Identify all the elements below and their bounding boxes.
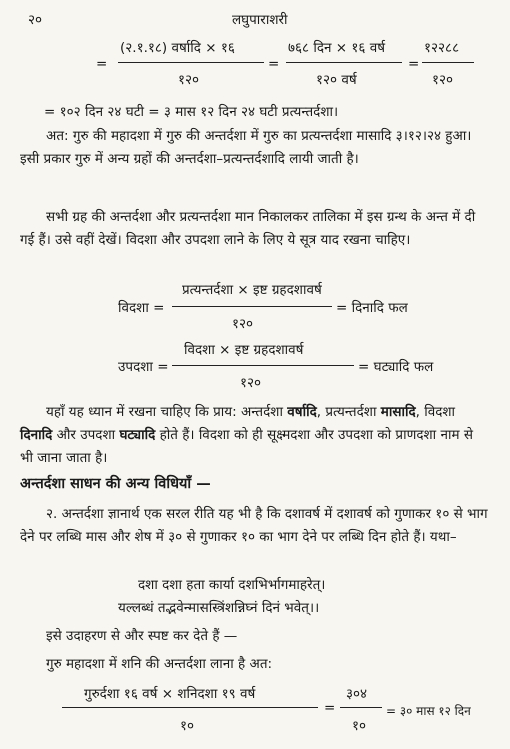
text-run: , प्रत्यन्तर्दशा	[316, 404, 381, 420]
denominator: १२०	[178, 72, 200, 88]
denominator: १२०	[232, 316, 254, 332]
numerator: १२२८८	[424, 40, 460, 56]
bold-term: दिनादि	[20, 427, 53, 443]
page-number: २०	[28, 12, 43, 28]
denominator: १०	[180, 718, 195, 734]
fraction-bar	[340, 707, 382, 708]
equals-sign: =	[96, 56, 108, 72]
fraction-bar	[118, 62, 264, 63]
paragraph-3	[20, 401, 490, 470]
bold-term: मासादि	[380, 404, 416, 420]
paragraph-4: २. अन्तर्दशा ज्ञानार्थ एक सरल रीति यह भी है कि दशावर्ष में दशावर्ष को गुणाकर १० से भाग देने पर लब्धि मास और शेष में ३० से गुणाकर १० का भाग देने पर लब्धि दिन होते हैं। यथा–	[20, 506, 488, 545]
equals-sign: =	[268, 56, 280, 72]
equals-sign: =	[324, 700, 336, 716]
paragraph-1: अत: गुरु की महादशा में गुरु की अन्तर्दशा में गुरु का प्रत्यन्तर्दशा मासादि ३।१२।२४ हुआ। इसी प्रकार गुरु में अन्य ग्रहों की अन्तर्दशा–प्रत्यन्तर्दशादि लायी जाती है।	[20, 128, 472, 167]
formula-result: = घट्यादि फल	[358, 359, 434, 375]
text-run: यहाँ यह ध्यान में रखना चाहिए कि प्राय: अन्तर्दशा	[46, 404, 288, 420]
denominator: १२०	[432, 72, 454, 88]
numerator: प्रत्यन्तर्दशा × इष्ट ग्रहदशावर्ष	[182, 282, 322, 298]
equals-sign: =	[408, 56, 420, 72]
denominator: १२० वर्ष	[316, 72, 357, 88]
bold-term: वर्षादि	[287, 404, 317, 420]
numerator: ७६८ दिन × १६ वर्ष	[288, 40, 386, 56]
denominator: १२०	[240, 375, 262, 391]
verse-line-1: दशा दशा हता कार्या दशभिर्भागमाहरेत्।	[138, 577, 326, 593]
paragraph-6: गुरु महादशा में शनि की अन्तर्दशा लाना है अत:	[46, 656, 273, 672]
formula-label: उपदशा =	[118, 359, 169, 375]
text-run: और उपदशा	[52, 427, 120, 443]
denominator: १०	[352, 718, 367, 734]
numerator: ३०४	[346, 686, 368, 702]
section-heading: अन्तर्दशा साधन की अन्य विधियाँ —	[20, 476, 211, 492]
verse-line-2: यल्लब्धं तद्भवेन्मासस्त्रिंशन्निघ्नं दिनं भवेत्।।	[118, 600, 320, 616]
paragraph-2: सभी ग्रह की अन्तर्दशा और प्रत्यन्तर्दशा मान निकालकर तालिका में इस ग्रन्थ के अन्त में दी गई हैं। उसे वहीं देखें। विदशा और उपदशा लाने के लिए ये सूत्र याद रखना चाहिए।	[20, 209, 476, 248]
bold-term: घट्यादि	[119, 427, 156, 443]
text-run: , विदशा	[415, 404, 456, 420]
formula-result: = ३० मास १२ दिन	[386, 704, 471, 718]
text-run: होते हैं। विदशा को ही सूक्ष्मदशा और उपदशा को प्राणदशा नाम से भी जाना जाता है।	[20, 427, 473, 466]
running-title: लघुपाराशरी	[232, 12, 288, 28]
numerator: (२.१.१८) वर्षादि × १६	[120, 40, 235, 56]
fraction-bar	[422, 62, 474, 63]
fraction-bar	[172, 306, 332, 307]
formula-label: विदशा =	[118, 300, 165, 316]
formula-result: = दिनादि फल	[336, 300, 408, 316]
numerator: विदशा × इष्ट ग्रहदशावर्ष	[184, 342, 304, 358]
numerator: गुरुर्दशा १६ वर्ष × शनिदशा १९ वर्ष	[84, 686, 256, 702]
paragraph-5: इसे उदाहरण से और स्पष्ट कर देते हैं —	[46, 628, 238, 644]
fraction-bar	[172, 365, 354, 366]
fraction-bar	[62, 707, 318, 708]
fraction-bar	[286, 62, 402, 63]
result-line: = १०२ दिन २४ घटी = ३ मास १२ दिन २४ घटी प्रत्यन्तर्दशा।	[44, 104, 339, 120]
